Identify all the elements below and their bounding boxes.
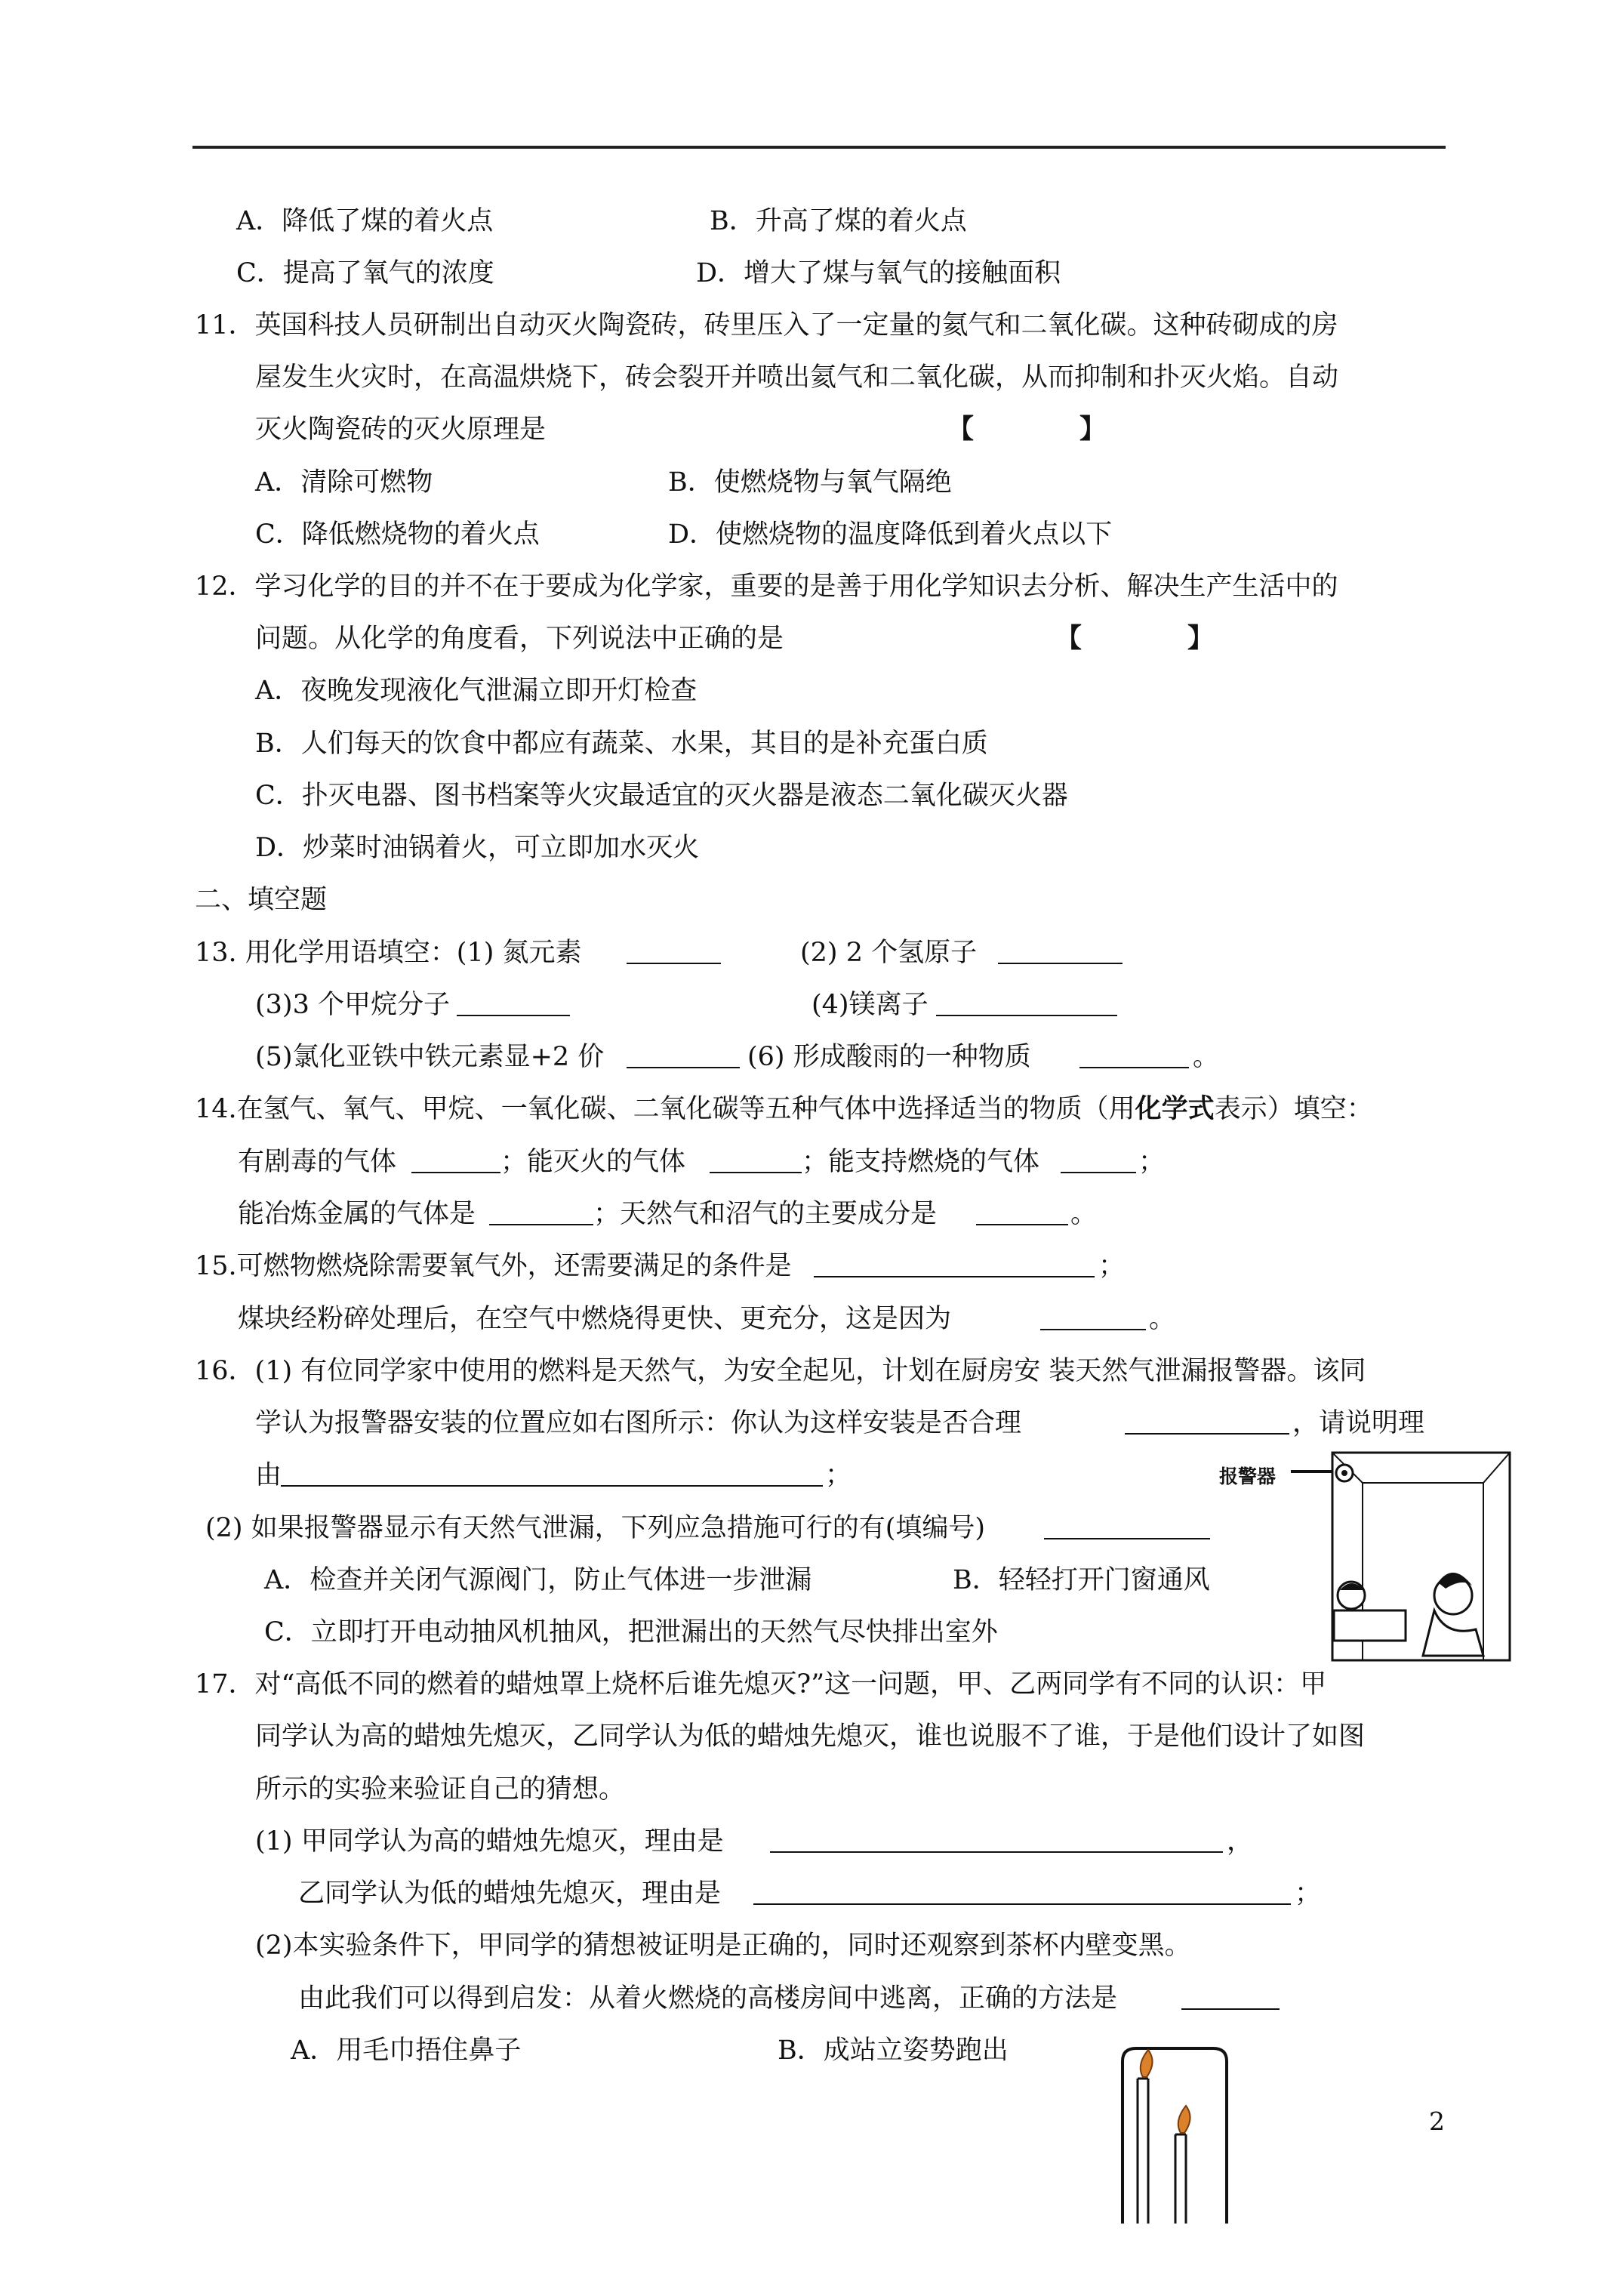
q11-option-c: C．降低燃烧物的着火点 <box>255 519 540 550</box>
q13-part-5-label: (5)氯化亚铁中铁元素显+2 价 <box>255 1042 605 1072</box>
q11-option-b: B．使燃烧物与氧气隔绝 <box>668 467 952 498</box>
q16-reason-blank[interactable] <box>281 1456 823 1487</box>
kitchen-alarm-figure <box>1219 1448 1514 1663</box>
q16-measures-blank[interactable] <box>1044 1509 1210 1539</box>
q13-part-2-blank[interactable] <box>998 934 1123 964</box>
q16-option-b: B．轻轻打开门窗通风 <box>953 1565 1210 1595</box>
q14-part-1-label: 有剧毒的气体 <box>238 1147 397 1177</box>
q16-reasonable-blank[interactable] <box>1125 1404 1289 1435</box>
q11-option-d: D．使燃烧物的温度降低到着火点以下 <box>668 519 1113 550</box>
q11-text-2: 屋发生火灾时，在高温烘烧下，砖会裂开并喷出氦气和二氧化碳，从而抑制和扑灭火焰。自动 <box>255 362 1339 393</box>
page-number: 2 <box>1429 2106 1445 2136</box>
q13-part-4-label: (4)镁离子 <box>812 990 929 1020</box>
q13-part-3-blank[interactable] <box>457 986 570 1016</box>
q14-part-3-end: ； <box>1138 1147 1166 1177</box>
q13-part-2-label: (2) 2 个氢原子 <box>800 938 978 968</box>
q16-text-2a: 学认为报警器安装的位置应如右图所示：你认为这样安装是否合理 <box>255 1408 1022 1438</box>
q17-option-a: A．用毛巾捂住鼻子 <box>291 2036 522 2066</box>
section-heading: 二、填空题 <box>195 885 328 915</box>
q14-part-3-label: ；能支持燃烧的气体 <box>802 1147 1040 1177</box>
q15-condition-blank[interactable] <box>814 1247 1095 1277</box>
q12-option-c: C．扑灭电器、图书档案等火灾最适宜的灭火器是液态二氧化碳灭火器 <box>255 781 1068 811</box>
q14-part-2-label: ；能灭火的气体 <box>500 1147 686 1177</box>
q10-option-a: A．降低了煤的着火点 <box>236 206 494 236</box>
q12-answer-bracket[interactable]: 【 】 <box>1055 623 1215 654</box>
q17-low-reason-blank[interactable] <box>753 1875 1291 1905</box>
q15-text-1: 15.可燃物燃烧除需要氧气外，还需要满足的条件是 <box>195 1251 792 1281</box>
q11-text-1: 11．英国科技人员研制出自动灭火陶瓷砖，砖里压入了一定量的氦气和二氧化碳。这种砖砌成的房 <box>195 310 1338 341</box>
q16-text-3: 由 <box>255 1460 282 1490</box>
q14-part-3-blank[interactable] <box>1061 1143 1136 1173</box>
q17-high-reason-blank[interactable] <box>770 1823 1223 1853</box>
q17-line-4-end: ， <box>1227 1826 1254 1857</box>
q14-intro-text: 14.在氢气、氧气、甲烷、一氧化碳、二氧化碳等五种气体中选择适当的物质（用 <box>195 1094 1135 1124</box>
q10-option-b: B．升高了煤的着火点 <box>710 206 967 236</box>
candle-beaker-drawing <box>1113 2042 1234 2227</box>
q16-text-2b: ，请说明理 <box>1292 1408 1425 1438</box>
q14-intro-group <box>195 1090 1373 1128</box>
q14-intro-bold: 化学式 <box>1135 1093 1215 1124</box>
q15-line-1-end: ； <box>1098 1251 1126 1281</box>
q17-option-b: B．成站立姿势跑出 <box>778 2036 1009 2066</box>
q14-part-1-blank[interactable] <box>411 1143 500 1173</box>
q17-text-2: 同学认为高的蜡烛先熄灭，乙同学认为低的蜡烛先熄灭，谁也说服不了谁，于是他们设计了如图 <box>255 1721 1366 1752</box>
q16-option-c: C．立即打开电动抽风机抽风，把泄漏出的天然气尽快排出室外 <box>264 1617 998 1647</box>
q17-text-6: (2)本实验条件下，甲同学的猜想被证明是正确的，同时还观察到茶杯内壁变黑。 <box>255 1931 1191 1961</box>
header-rule <box>192 146 1446 149</box>
q17-text-7: 由此我们可以得到启发：从着火燃烧的高楼房间中逃离，正确的方法是 <box>298 1983 1118 2014</box>
q12-text-2: 问题。从化学的角度看，下列说法中正确的是 <box>255 624 784 654</box>
q14-part-5-blank[interactable] <box>976 1195 1068 1225</box>
q16-text-4: (2) 如果报警器显示有天然气泄漏，下列应急措施可行的有(填编号) <box>205 1513 986 1543</box>
q16-option-a: A．检查并关闭气源阀门，防止气体进一步泄漏 <box>264 1565 812 1595</box>
q13-part-3-label: (3)3 个甲烷分子 <box>255 990 450 1020</box>
q13-end-mark: 。 <box>1193 1042 1220 1072</box>
q16-line-3-end: ； <box>825 1460 852 1490</box>
q17-text-1: 17．对“高低不同的燃着的蜡烛罩上烧杯后谁先熄灭?”这一问题，甲、乙两同学有不同的认识：甲 <box>195 1669 1327 1700</box>
q14-part-4-label: 能冶炼金属的气体是 <box>238 1199 476 1229</box>
q14-intro-tail: 表示）填空： <box>1214 1094 1373 1124</box>
q11-option-a: A．清除可燃物 <box>255 467 433 498</box>
q10-option-c: C．提高了氧气的浓度 <box>236 258 494 288</box>
q17-text-4: (1) 甲同学认为高的蜡烛先熄灭，理由是 <box>255 1826 724 1857</box>
q10-option-d: D．增大了煤与氧气的接触面积 <box>696 258 1061 288</box>
q14-part-5-label: ；天然气和沼气的主要成分是 <box>593 1199 938 1229</box>
q17-text-5: 乙同学认为低的蜡烛先熄灭，理由是 <box>298 1878 722 1909</box>
q11-text-3: 灭火陶瓷砖的灭火原理是 <box>255 415 547 445</box>
q11-answer-bracket[interactable]: 【 】 <box>947 414 1107 445</box>
q14-part-4-blank[interactable] <box>489 1195 593 1225</box>
q17-text-3: 所示的实验来验证自己的猜想。 <box>255 1774 626 1804</box>
q13-part-6-blank[interactable] <box>1079 1038 1189 1068</box>
q12-option-b: B．人们每天的饮食中都应有蔬菜、水果，其目的是补充蛋白质 <box>255 729 988 759</box>
q12-option-a: A．夜晚发现液化气泄漏立即开灯检查 <box>255 676 698 706</box>
q13-part-1-label: 13. 用化学用语填空：(1) 氮元素 <box>195 938 582 968</box>
q13-part-4-blank[interactable] <box>936 986 1117 1016</box>
q17-line-5-end: ； <box>1295 1878 1322 1909</box>
q12-option-d: D．炒菜时油锅着火，可立即加水灭火 <box>255 833 700 863</box>
q15-text-2: 煤块经粉碎处理后，在空气中燃烧得更快、更充分，这是因为 <box>238 1304 952 1334</box>
q14-part-2-blank[interactable] <box>710 1143 802 1173</box>
q13-part-1-blank[interactable] <box>627 934 721 964</box>
q14-end-mark: 。 <box>1070 1199 1098 1229</box>
alarm-figure-label: 报警器 <box>1219 1465 1277 1487</box>
q13-part-6-label: (6) 形成酸雨的一种物质 <box>747 1042 1031 1072</box>
q12-text-1: 12．学习化学的目的并不在于要成为化学家，重要的是善于用化学知识去分析、解决生产生活中的 <box>195 572 1338 602</box>
candle-beaker-figure <box>1113 2042 1234 2227</box>
q15-reason-blank[interactable] <box>1040 1300 1146 1330</box>
q17-escape-blank[interactable] <box>1181 1980 1280 2010</box>
kitchen-alarm-drawing <box>1219 1448 1514 1663</box>
q15-end-mark: 。 <box>1149 1304 1176 1334</box>
q16-text-1: 16．(1) 有位同学家中使用的燃料是天然气，为安全起见，计划在厨房安 装天然气泄漏报警器。该同 <box>195 1356 1366 1386</box>
q13-part-5-blank[interactable] <box>627 1038 740 1068</box>
